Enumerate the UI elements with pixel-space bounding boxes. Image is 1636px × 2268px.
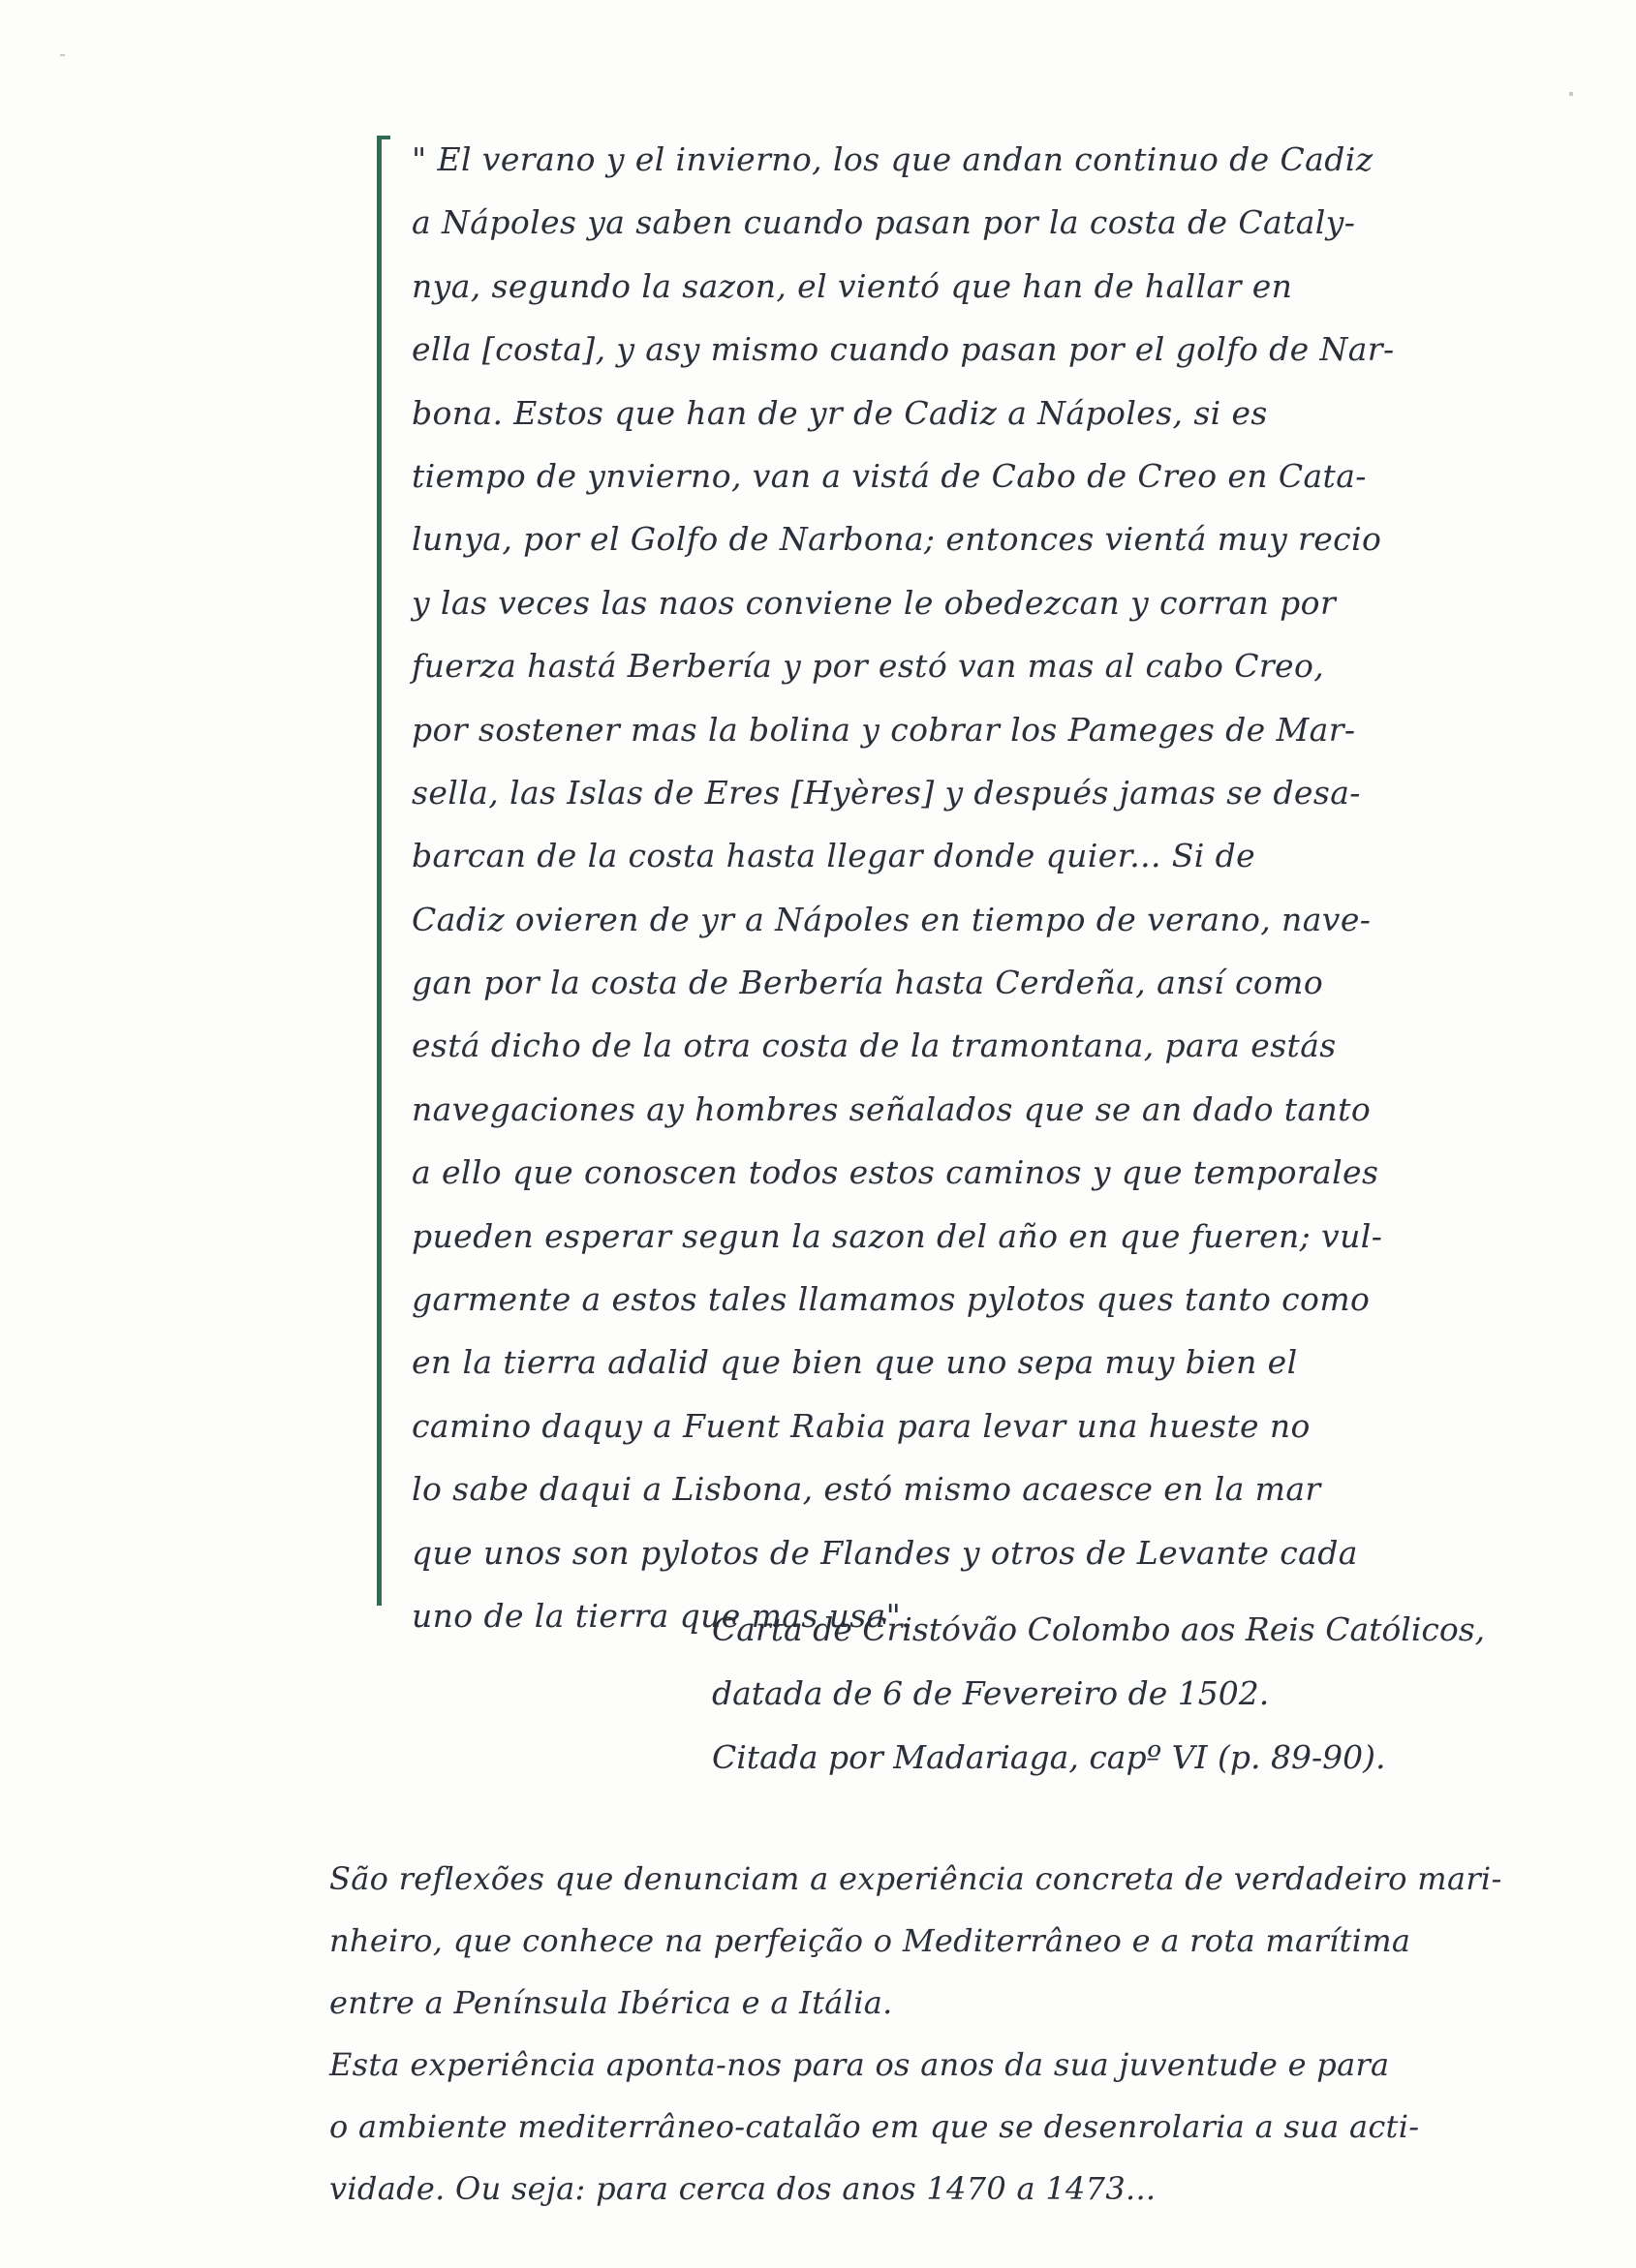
quote-line: Cadiz ovieren de yr a Nápoles en tiempo de verano, nave-: [412, 900, 1372, 938]
quote-line: lo sabe daqui a Lisbona, estó mismo acaesce en la mar: [412, 1470, 1321, 1509]
citation-line: datada de 6 de Fevereiro de 1502.: [712, 1674, 1270, 1712]
quote-line: ella [costa], y asy mismo cuando pasan por el golfo de Nar-: [412, 330, 1395, 369]
quote-line: camino daquy a Fuent Rabia para levar una hueste no: [412, 1406, 1311, 1445]
quote-line: a Nápoles ya saben cuando pasan por la costa de Cataly-: [412, 203, 1356, 242]
quote-line: sella, las Islas de Eres [Hyères] y después jamas se desa-: [412, 773, 1361, 812]
quote-line: tiempo de ynvierno, van a vistá de Cabo de Creo en Cata-: [412, 456, 1367, 495]
quote-line: gan por la costa de Berbería hasta Cerdeña, ansí como: [412, 964, 1324, 1002]
quote-line: lunya, por el Golfo de Narbona; entonces vientá muy recio: [412, 520, 1382, 559]
quote-margin-bar: [377, 136, 382, 1606]
quote-line: nya, segundo la sazon, el vientó que han de hallar en: [412, 266, 1293, 305]
quote-line: fuerza hastá Berbería y por estó van mas al cabo Creo,: [412, 647, 1325, 686]
commentary-line: São reflexões que denunciam a experiência concreta de verdadeiro mari-: [329, 1860, 1502, 1897]
paper-speck: [60, 54, 65, 56]
quote-line: garmente a estos tales llamamos pylotos ques tanto como: [412, 1280, 1371, 1319]
commentary-line: vidade. Ou seja: para cerca dos anos 1470 a 1473...: [329, 2170, 1157, 2207]
citation-line: Carta de Cristóvão Colombo aos Reis Católicos,: [712, 1610, 1486, 1648]
quote-line: pueden esperar segun la sazon del año en que fueren; vul-: [412, 1216, 1383, 1255]
quote-line: barcan de la costa hasta llegar donde quier... Si de: [412, 837, 1256, 875]
author-commentary: [329, 1848, 1511, 2220]
paper-speck: [1569, 92, 1573, 96]
commentary-line: entre a Península Ibérica e a Itália.: [329, 1984, 893, 2021]
quote-line: uno de la tierra que mas usa".: [412, 1596, 912, 1635]
quote-line: " El verano y el invierno, los que andan continuo de Cadiz: [412, 140, 1374, 178]
quote-line: bona. Estos que han de yr de Cadiz a Nápoles, si es: [412, 393, 1268, 432]
commentary-line: nheiro, que conhece na perfeição o Mediterrâneo e a rota marítima: [329, 1922, 1411, 1959]
quote-line: navegaciones ay hombres señalados que se an dado tanto: [412, 1089, 1372, 1128]
commentary-line: o ambiente mediterrâneo-catalão em que se desenrolaria a sua acti-: [329, 2108, 1420, 2145]
quote-line: por sostener mas la bolina y cobrar los Pameges de Mar-: [412, 710, 1356, 749]
commentary-line: Esta experiência aponta-nos para os anos da sua juventude e para: [329, 2046, 1390, 2083]
quote-margin-bar-tick: [377, 136, 390, 139]
quote-line: a ello que conoscen todos estos caminos y que temporales: [412, 1153, 1379, 1192]
citation-line: Citada por Madariaga, capº VI (p. 89-90).: [712, 1738, 1386, 1776]
quote-line: que unos son pylotos de Flandes y otros de Levante cada: [412, 1533, 1358, 1572]
quote-line: está dicho de la otra costa de la tramontana, para estás: [412, 1027, 1337, 1065]
quote-line: y las veces las naos conviene le obedezcan y corran por: [412, 583, 1337, 622]
quote-citation: [712, 1598, 1506, 1790]
columbus-quote: [412, 128, 1497, 1647]
quote-line: en la tierra adalid que bien que uno sepa muy bien el: [412, 1343, 1298, 1382]
